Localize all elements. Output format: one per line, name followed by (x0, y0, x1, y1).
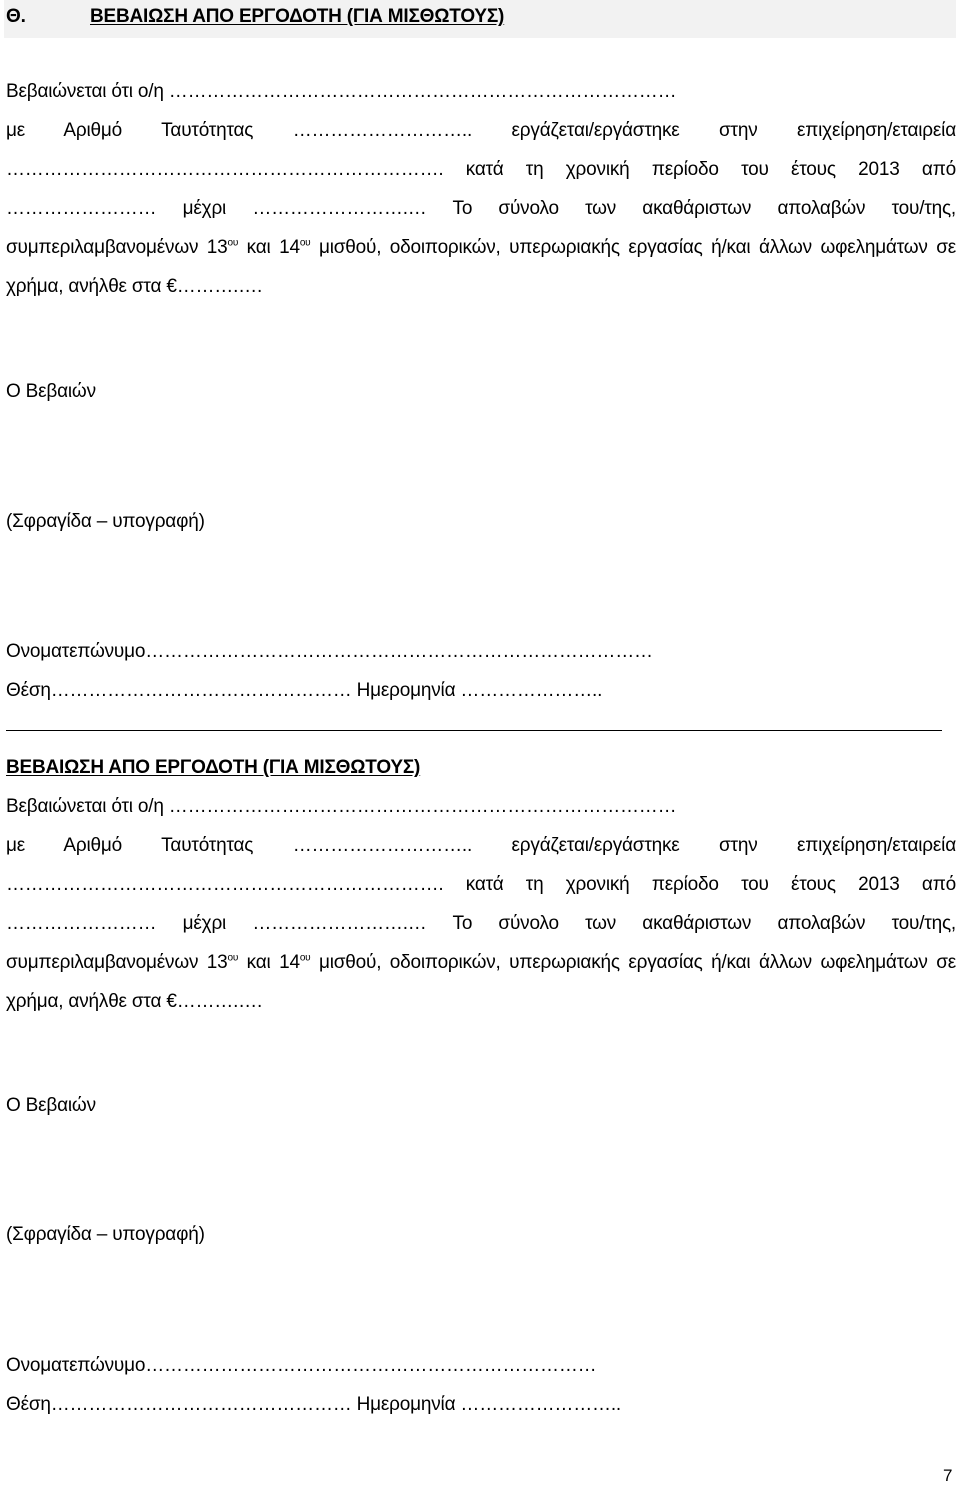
form1-id-line: με Αριθμό Ταυτότητας ……………………….. εργάζεται/εργάστηκε στην επιχείρηση/εταιρεία (6, 120, 956, 141)
form2-amount-line: χρήμα, ανήλθε στα €……….…. (6, 991, 263, 1012)
form2-certifier: Ο Βεβαιών (6, 1095, 96, 1116)
form2-id-line: με Αριθμό Ταυτότητας ……………………….. εργάζεται/εργάστηκε στην επιχείρηση/εταιρεία (6, 835, 956, 856)
form2-salary-line: συμπεριλαμβανομένων $13^{o\upsilon}$ και $14^{o\upsilon}$ μισθού, οδοιπορικών, υπερωριακής εργασίας ή/και άλλων ωφελημάτων σε (6, 952, 957, 973)
form1-period-line: ……………………………………………………………. κατά τη χρονική περίοδο του έτους 2013 από (6, 159, 956, 180)
form1-certifier: Ο Βεβαιών (6, 381, 96, 402)
form1-amount-line: χρήμα, ανήλθε στα €……….…. (6, 276, 263, 297)
form1-until-line: …………………… μέχρι …………………….… Το σύνολο των ακαθάριστων απολαβών του/της, (6, 198, 956, 219)
section-letter: Θ. (6, 6, 26, 27)
form2-stamp-signature: (Σφραγίδα – υπογραφή) (6, 1224, 205, 1245)
form1-stamp-signature: (Σφραγίδα – υπογραφή) (6, 511, 205, 532)
form2-until-line: …………………… μέχρι …………………….… Το σύνολο των ακαθάριστων απολαβών του/της, (6, 913, 956, 934)
form1-position-date: Θέση………………………………………… Ημερομηνία ………………….. (6, 680, 603, 701)
form2-title: ΒΕΒΑΙΩΣΗ ΑΠΟ ΕΡΓΟΔΟΤΗ (ΓΙΑ ΜΙΣΘΩΤΟΥΣ) (6, 757, 421, 778)
form2-period-line: ……………………………………………………………. κατά τη χρονική περίοδο του έτους 2013 από (6, 874, 956, 895)
form2-certify-line: Βεβαιώνεται ότι ο/η ……………………………………………………………………… (6, 796, 677, 817)
form2-fullname: Ονοματεπώνυμο……………………………………………………………… (6, 1355, 597, 1376)
form1-salary-line: συμπεριλαμβανομένων $13^{o\upsilon}$ και $14^{o\upsilon}$ μισθού, οδοιπορικών, υπερωριακής εργασίας ή/και άλλων ωφελημάτων σε (6, 237, 957, 258)
page-number: 7 (943, 1466, 953, 1485)
section-title: ΒΕΒΑΙΩΣΗ ΑΠΟ ΕΡΓΟΔΟΤΗ (ΓΙΑ ΜΙΣΘΩΤΟΥΣ) (90, 6, 505, 27)
form-separator (6, 730, 942, 731)
form1-certify-line: Βεβαιώνεται ότι ο/η ……………………………………………………………………… (6, 81, 677, 102)
form2-position-date: Θέση………………………………………… Ημερομηνία …………………….. (6, 1394, 621, 1415)
form1-fullname: Ονοματεπώνυμο……………………………………………………………………… (6, 641, 653, 662)
